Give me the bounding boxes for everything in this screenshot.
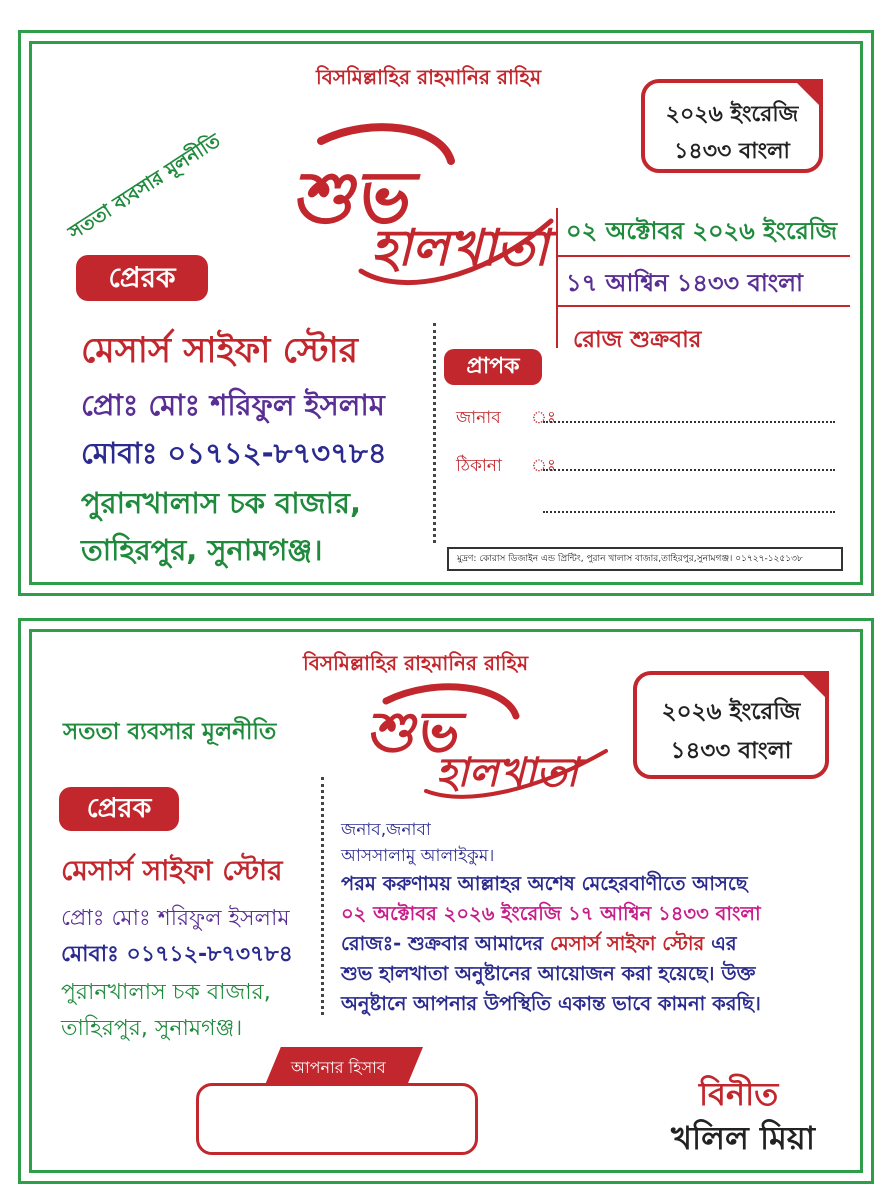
halkhata-logo xyxy=(356,681,626,801)
proprietor-name: প্রোঃ মোঃ শরিফুল ইসলাম xyxy=(61,906,290,931)
address-line-1: পুরানখালাস চক বাজার, xyxy=(81,486,361,520)
letter-line-1: পরম করুণাময় আল্লাহর অশেষ মেহেরবাণীতে আসছে xyxy=(341,872,748,895)
janab-colon: ঃ xyxy=(531,408,556,428)
invitation-card-back xyxy=(18,618,874,1184)
thikana-field-1[interactable] xyxy=(543,469,835,471)
thikana-field-2[interactable] xyxy=(543,511,835,513)
printer-credit-text: মুদ্রণ: কোরাস ডিজাইন এন্ড প্রিন্টিং, পুরান খালাস বাজার,তাহিরপুর,সুনামগঞ্জ। ০১৭২৭-১২৫১৩৮ xyxy=(457,554,803,564)
signer-name: খলিল মিয়া xyxy=(671,1119,816,1157)
proprietor-name: প্রোঃ মোঃ শরিফুল ইসলাম xyxy=(81,388,385,422)
logo-word-halkhata: হালখাতা xyxy=(371,218,549,277)
event-date-text: ০২ অক্টোবর ২০২৬ ইংরেজি ১৭ আশ্বিন ১৪৩৩ বাংলা xyxy=(341,902,761,925)
bineet-text: বিনীত xyxy=(699,1075,779,1113)
letter-divider xyxy=(321,777,324,1015)
year-bangla: ১৪৩৩ বাংলা xyxy=(670,738,792,764)
date-bangla: ১৭ আশ্বিন ১৪৩৩ বাংলা xyxy=(566,269,803,297)
address-line-2: তাহিরপুর, সুনামগঞ্জ। xyxy=(81,533,323,567)
year-english: ২০২৬ ইংরেজি xyxy=(661,699,801,725)
receiver-divider xyxy=(433,323,436,543)
year-box xyxy=(641,79,823,173)
letter-line-5: অনুষ্টানে আপনার উপস্থিতি একান্ত ভাবে কামনা করছি। xyxy=(341,992,761,1015)
shop-name: মেসার্স সাইফা স্টোর xyxy=(61,854,283,887)
sender-label: প্রেরক xyxy=(59,787,179,831)
letter-line-3-prefix: রোজঃ- শুক্রবার আমাদের xyxy=(341,932,544,955)
receiver-label: প্রাপক xyxy=(444,349,542,385)
account-label: আপনার হিসাব xyxy=(291,1058,386,1077)
date-divider-vertical xyxy=(556,208,558,348)
letter-line-2 xyxy=(341,899,861,929)
letter-shop-name: মেসার্স সাইফা স্টোর xyxy=(549,932,705,955)
thikana-label: ঠিকানা xyxy=(456,456,502,476)
address-line-1: পুরানখালাস চক বাজার, xyxy=(61,980,271,1005)
sender-label: প্রেরক xyxy=(76,255,208,301)
janab-label: জানাব xyxy=(456,408,501,428)
date-english: ০২ অক্টোবর ২০২৬ ইংরেজি xyxy=(566,217,838,245)
shop-name: মেসার্স সাইফা স্টোর xyxy=(81,331,358,371)
salam-text: আসসালামু আলাইকুম। xyxy=(341,846,495,866)
date-divider-2 xyxy=(558,305,850,307)
letter-line-4: শুভ হালখাতা অনুষ্টানের আয়োজন করা হয়েছে। উক্ত xyxy=(341,962,756,985)
account-box[interactable] xyxy=(196,1083,478,1155)
letter-line-3 xyxy=(341,929,861,959)
mobile-number: মোবাঃ ০১৭১২-৮৭৩৭৮৪ xyxy=(81,436,387,470)
logo-word-shubho: শুভ xyxy=(291,154,407,239)
year-english: ২০২৬ ইংরেজি xyxy=(665,102,799,127)
greeting-text: জনাব,জনাবা xyxy=(341,820,431,840)
motto-text: সততা ব্যবসার মূলনীতি xyxy=(64,129,225,244)
bismillah-text: বিসমিল্লাহির রাহমানির রাহিম xyxy=(316,65,542,89)
janab-field[interactable] xyxy=(543,421,835,423)
date-divider-1 xyxy=(558,255,850,257)
logo-word-shubho: শুভ xyxy=(366,699,456,765)
logo-word-halkhata: হালখাতা xyxy=(436,749,578,796)
year-bangla: ১৪৩৩ বাংলা xyxy=(674,139,790,164)
printer-credit xyxy=(447,547,843,571)
mobile-number: মোবাঃ ০১৭১২-৮৭৩৭৮৪ xyxy=(61,942,293,967)
halkhata-logo xyxy=(251,121,561,301)
thikana-colon: ঃ xyxy=(531,456,556,476)
letter-line-3-suffix: এর xyxy=(711,932,737,955)
bismillah-text: বিসমিল্লাহির রাহমানির রাহিম xyxy=(303,651,529,675)
day-text: রোজ শুক্রবার xyxy=(573,327,702,353)
address-line-2: তাহিরপুর, সুনামগঞ্জ। xyxy=(61,1016,243,1041)
invitation-card-front xyxy=(18,30,874,596)
letter-body xyxy=(341,817,861,1019)
motto-text: সততা ব্যবসার মূলনীতি xyxy=(63,719,277,745)
year-box xyxy=(633,671,829,779)
